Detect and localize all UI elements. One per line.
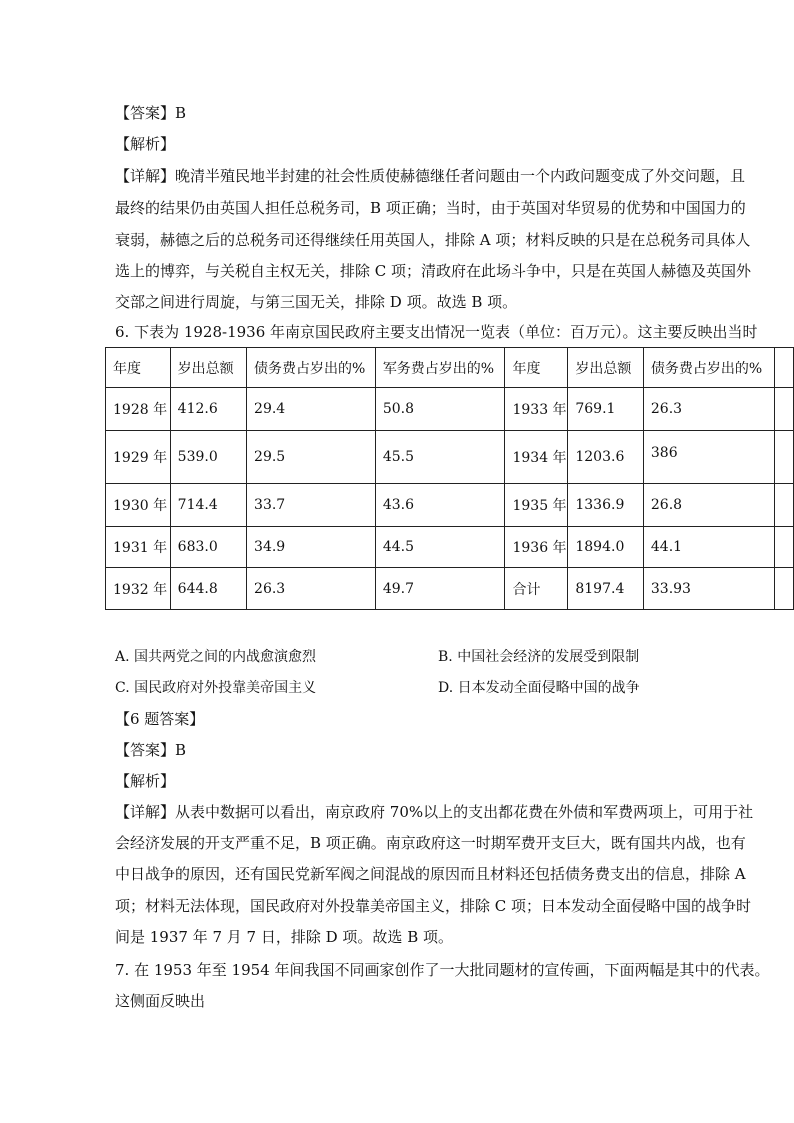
table-cell: 714.4: [170, 484, 246, 527]
table-cell: 1936 年: [505, 527, 568, 568]
table-cell: 1336.9: [568, 484, 644, 527]
cut-off-cell: [775, 348, 794, 388]
expenditure-table: [105, 347, 794, 610]
table-cell: 26.3: [643, 388, 774, 431]
option-b: B. 中国社会经济的发展受到限制: [438, 649, 640, 665]
table-cell: 1934 年: [505, 431, 568, 484]
header-cell: 岁出总额: [568, 348, 644, 388]
detail-line: 中日战争的原因，还有国民党新军阀之间混战的原因而且材料还包括债务费支出的信息，排除 A: [115, 865, 746, 883]
header-cell: 年度: [106, 348, 171, 388]
analysis-label: 【解析】: [115, 135, 176, 153]
table-cell: 45.5: [375, 431, 505, 484]
detail-line: 衰弱，赫德之后的总税务司还得继续任用英国人，排除 A 项；材料反映的只是在总税务司具体人: [115, 231, 751, 249]
table-cell: 33.7: [247, 484, 376, 527]
table-cell: 539.0: [170, 431, 246, 484]
table-cell: 1932 年: [106, 568, 171, 610]
table-cell: 1894.0: [568, 527, 644, 568]
table-cell: 1933 年: [505, 388, 568, 431]
option-c: C. 国民政府对外投靠美帝国主义: [115, 680, 317, 696]
table-cell: 8197.4: [568, 568, 644, 610]
table-cell: 1203.6: [568, 431, 644, 484]
header-cell: 年度: [505, 348, 568, 388]
table-cell: 合计: [505, 568, 568, 610]
table-cell: 769.1: [568, 388, 644, 431]
detail-line: 【详解】晚清半殖民地半封建的社会性质使赫德继任者问题由一个内政问题变成了外交问题，且: [115, 167, 746, 185]
table-cell: 412.6: [170, 388, 246, 431]
header-cell: 军务费占岁出的%: [375, 348, 505, 388]
table-cell: 26.8: [643, 484, 774, 527]
option-a: A. 国共两党之间的内战愈演愈烈: [115, 649, 317, 665]
table-row: [106, 527, 794, 568]
table-cell: 43.6: [375, 484, 505, 527]
question-6-stem: 6. 下表为 1928-1936 年南京国民政府主要支出情况一览表（单位：百万元）。这主要反映出当时: [115, 323, 758, 341]
table-cell: 33.93: [643, 568, 774, 610]
table-header-row: [106, 348, 794, 388]
cut-off-cell: [775, 431, 794, 484]
table-cell: 1930 年: [106, 484, 171, 527]
detail-line: 项；材料无法体现，国民政府对外投靠美帝国主义，排除 C 项；日本发动全面侵略中国的战争时: [115, 897, 752, 915]
detail-line: 会经济发展的开支严重不足，B 项正确。南京政府这一时期军费开支巨大，既有国共内战，也有: [115, 834, 746, 852]
detail-line: 交部之间进行周旋，与第三国无关，排除 D 项。故选 B 项。: [115, 293, 518, 311]
table-cell: 29.5: [247, 431, 376, 484]
table-cell: 34.9: [247, 527, 376, 568]
cut-off-cell: [775, 484, 794, 527]
answer-label: 【答案】B: [115, 741, 187, 759]
detail-line: 间是 1937 年 7 月 7 日，排除 D 项。故选 B 项。: [115, 928, 453, 946]
cut-off-cell: [775, 527, 794, 568]
table-cell: 44.1: [643, 527, 774, 568]
question-6-answer-header: 【6 题答案】: [115, 710, 205, 728]
detail-line: 最终的结果仍由英国人担任总税务司，B 项正确；当时，由于英国对华贸易的优势和中国国力的: [115, 199, 746, 217]
table-cell: 29.4: [247, 388, 376, 431]
cut-off-cell: [775, 388, 794, 431]
table-row: [106, 388, 794, 431]
question-7-stem: 7. 在 1953 年至 1954 年间我国不同画家创作了一大批同题材的宣传画，下面两幅是其中的代表。: [115, 961, 770, 979]
table-cell: 26.3: [247, 568, 376, 610]
table-row: [106, 431, 794, 484]
table-cell: 1935 年: [505, 484, 568, 527]
table-cell: 50.8: [375, 388, 505, 431]
header-cell: 债务费占岁出的%: [643, 348, 774, 388]
table-row: [106, 568, 794, 610]
header-cell: 岁出总额: [170, 348, 246, 388]
table-row: [106, 484, 794, 527]
answer-label: 【答案】B: [115, 104, 187, 122]
option-d: D. 日本发动全面侵略中国的战争: [438, 680, 640, 696]
detail-line: 【详解】从表中数据可以看出，南京政府 70%以上的支出都花费在外债和军费两项上，可用于社: [115, 803, 754, 821]
header-cell: 债务费占岁出的%: [247, 348, 376, 388]
question-7-stem: 这侧面反映出: [115, 992, 206, 1010]
analysis-label: 【解析】: [115, 772, 176, 790]
detail-line: 选上的博弈，与关税自主权无关，排除 C 项；清政府在此场斗争中，只是在英国人赫德及英国外: [115, 262, 752, 280]
table-cell: 1929 年: [106, 431, 171, 484]
table-cell: 49.7: [375, 568, 505, 610]
table-cell: 644.8: [170, 568, 246, 610]
table-cell: 1931 年: [106, 527, 171, 568]
table-cell: 386: [643, 431, 774, 484]
table-cell: 1928 年: [106, 388, 171, 431]
table-cell: 44.5: [375, 527, 505, 568]
cut-off-cell: [775, 568, 794, 610]
table-cell: 683.0: [170, 527, 246, 568]
